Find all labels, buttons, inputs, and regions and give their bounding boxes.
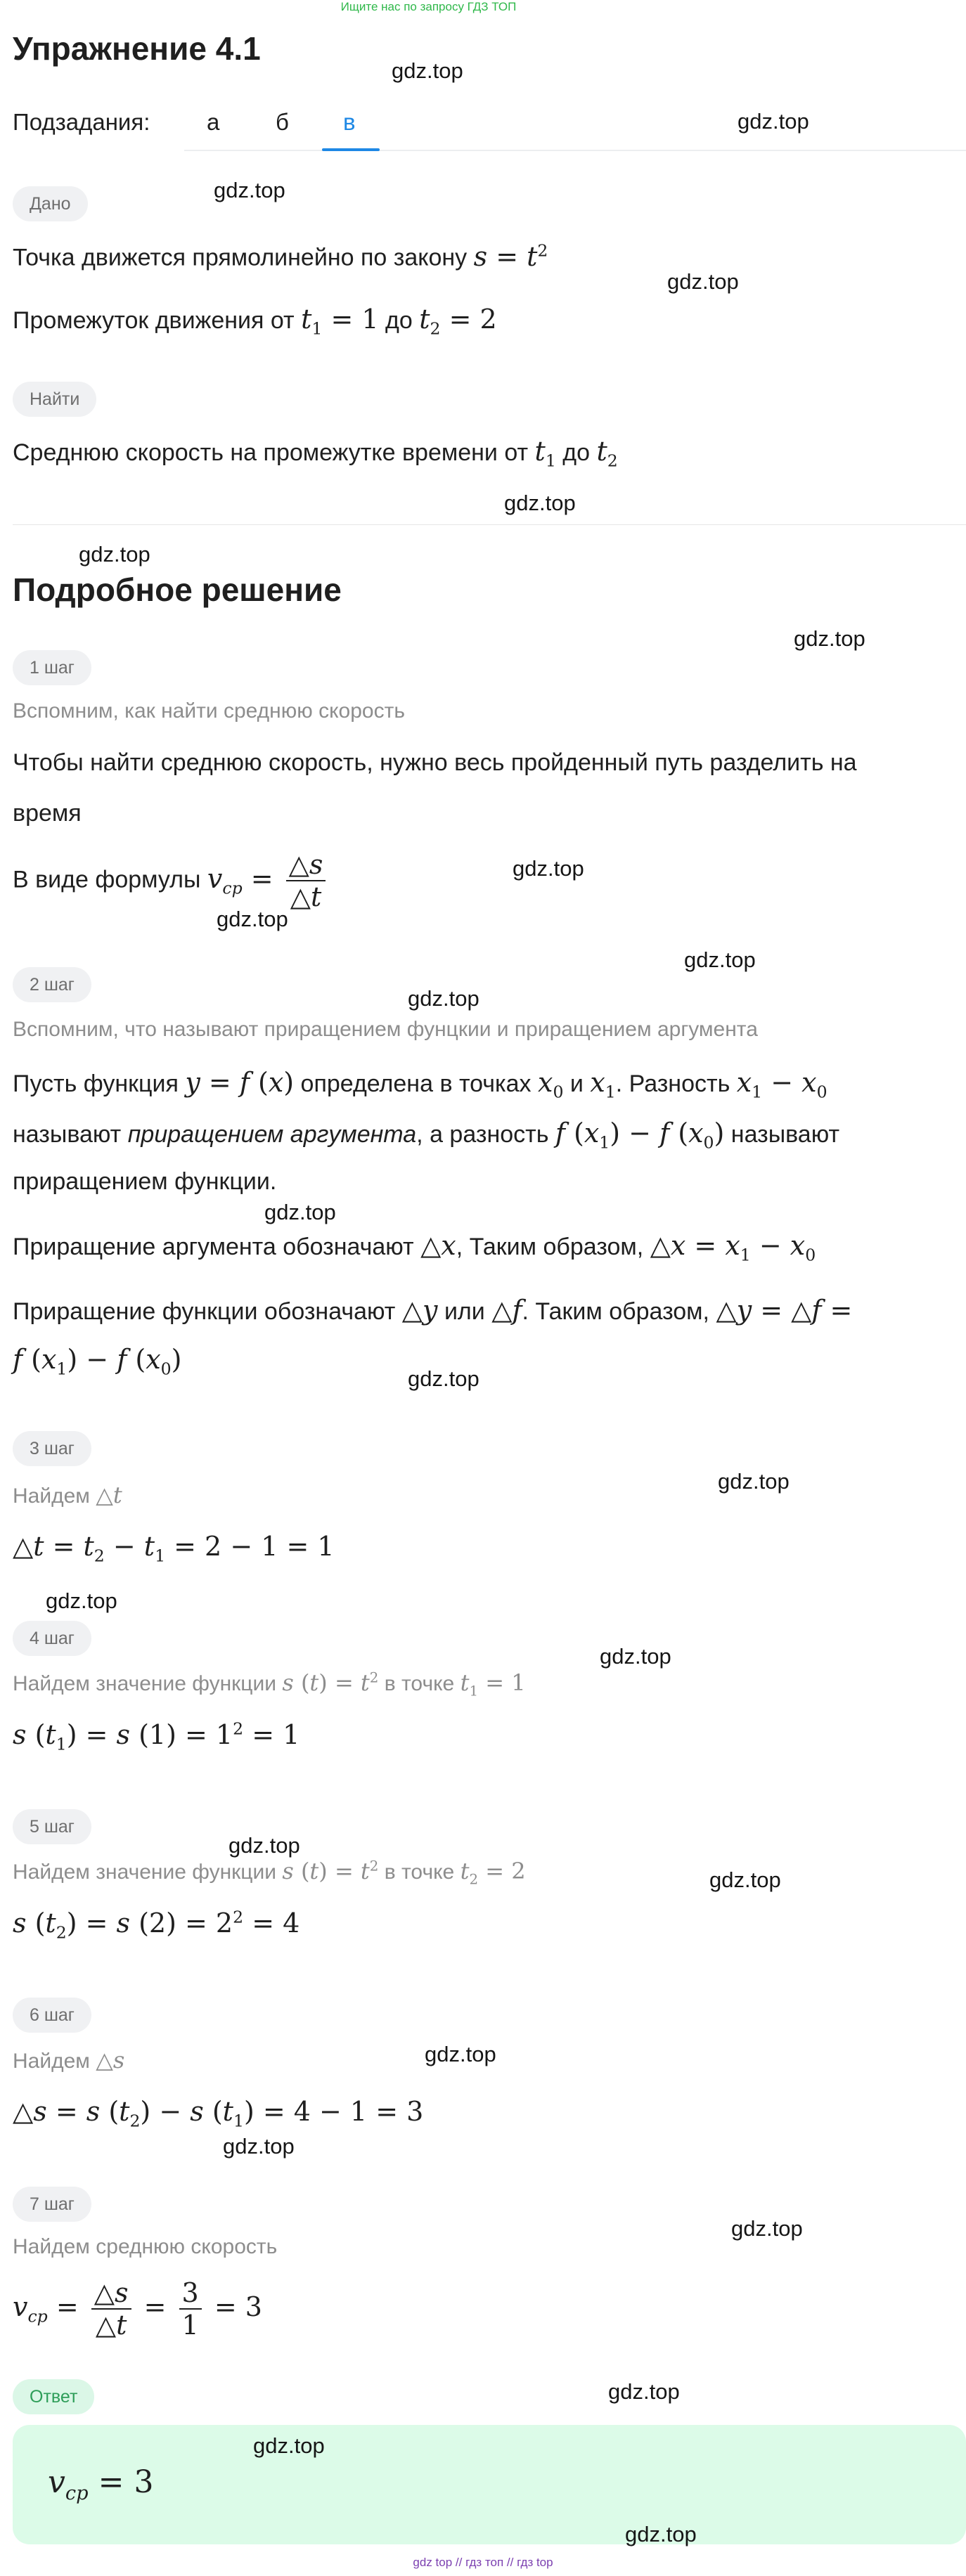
step6-hint-line [13,2047,124,2073]
watermark: gdz.top [79,542,150,567]
watermark: gdz.top [794,626,865,651]
watermark: gdz.top [738,109,809,134]
step5-hint-function: s $(t) = t^2$ [282,1858,379,1884]
delta-y-formula-start: △y = △f = [716,1295,853,1326]
t1-formula: $t_1 = 1$ [301,304,379,339]
step6-badge: 6 шаг [13,1998,91,2033]
tab-a[interactable]: а [207,109,220,135]
watermark: gdz.top [684,947,756,972]
delta-y-formula-end: f $(x_1) - f$ $(x_0)$ [13,1344,182,1379]
t2-formula: $t_2 = 2$ [419,304,497,339]
step5-hint: Найдем значение функции [13,1860,276,1884]
x0-symbol: $x_0$ [538,1067,564,1102]
step2-p1-a: Пусть функция [13,1070,179,1097]
watermark: gdz.top [625,2522,697,2546]
top-note: Ищите нас по запросу ГДЗ ТОП [340,0,517,13]
step4-formula-line [13,1719,300,1754]
watermark: gdz.top [46,1588,117,1613]
step2-p2-a: называют [13,1121,122,1148]
tab-v[interactable]: в [343,109,356,135]
step3-hint: Найдем [13,1484,90,1508]
step2-hint: Вспомним, что называют приращением фунцкии и приращением аргумента [13,1018,758,1041]
step5-hint-point: $t_2 = 2$ [460,1858,526,1888]
watermark: gdz.top [264,1200,336,1224]
given-interval-line [13,304,497,339]
answer-formula: $v_{cp} = 3$ [48,2464,154,2504]
step5-hint-mid: в точке [384,1860,455,1884]
step2-p2-emphasis: приращением аргумента [127,1121,417,1148]
step4-hint-mid: в точке [384,1672,455,1695]
step5-hint-line [13,1858,526,1887]
page-title: Упражнение 4.1 [13,30,261,67]
find-t1: $t_1$ [534,436,556,471]
given-law-text: Точка движется прямолинейно по закону [13,244,468,271]
step4-formula: s $(t_1) = s$ $(1) = 1^2 = 1$ [13,1719,300,1754]
step2-p5-b: или [444,1298,485,1325]
answer-badge: Ответ [13,2379,94,2414]
watermark: gdz.top [608,2379,680,2404]
watermark: gdz.top [709,1868,781,1892]
delta-y-symbol: △y [401,1295,438,1326]
given-law-line [13,240,548,272]
tabs-divider [184,150,966,151]
watermark: gdz.top [392,58,463,83]
watermark: gdz.top [228,1833,300,1858]
watermark: gdz.top [217,907,288,931]
step1-hint: Вспомним, как найти среднюю скорость [13,699,405,723]
section-divider [13,524,966,525]
step2-p3: приращением функции. [13,1168,277,1195]
avg-speed-formula: $v_{cp}$ = $\frac{\triangle s}{\triangle t}$ [207,863,330,894]
tab-b[interactable]: б [276,109,289,135]
watermark: gdz.top [223,2134,295,2158]
step6-formula-line [13,2096,423,2131]
step5-formula-line [13,1907,300,1942]
step1-formula-line [13,849,330,912]
step7-hint: Найдем среднюю скорость [13,2235,278,2258]
delta-x-symbol: △x [420,1230,456,1261]
step1-text1: Чтобы найти среднюю скорость, нужно весь пройденный путь разделить на [13,749,857,776]
given-interval-mid: до [385,307,413,334]
difference-formula: $x_1 - x_0$ [736,1067,827,1102]
watermark: gdz.top [504,491,576,515]
watermark: gdz.top [408,1366,479,1391]
law-formula: $s = t^2$ [473,240,548,272]
step7-formula: $v_{cp}$ = $\frac{\triangle s}{\triangle t}$ = $\frac{3}{1}$ = 3 [13,2277,262,2341]
watermark: gdz.top [667,269,739,294]
find-text: Среднюю скорость на промежутке времени от [13,439,529,466]
given-badge: Дано [13,186,88,221]
step2-p1-d: . Разность [615,1070,730,1097]
step4-hint: Найдем значение функции [13,1672,276,1695]
function-formula: y = f (x) [185,1067,295,1098]
find-badge: Найти [13,382,96,417]
step2-p5-a: Приращение функции обозначают [13,1298,396,1325]
x1-symbol: $x_1$ [590,1067,616,1102]
step6-hint: Найдем [13,2050,90,2073]
step4-hint-function: s $(t) = t^2$ [282,1669,379,1696]
delta-x-formula: △x = $x_1 - x_0$ [650,1230,816,1265]
step4-hint-point: $t_1 = 1$ [460,1669,526,1700]
step2-p2-c: называют [730,1121,840,1148]
step4-badge: 4 шаг [13,1621,91,1656]
watermark: gdz.top [214,178,285,202]
step2-p4 [13,1230,816,1265]
step4-hint-line [13,1669,526,1699]
step2-p1-b: определена в точках [300,1070,532,1097]
footer: gdz top // гдз топ // гдз top [413,2556,553,2569]
step6-hint-symbol: △s [96,2047,125,2073]
step3-formula: △t = $t_2 - t_1 = 2 - 1 = 1$ [13,1531,335,1566]
step3-formula-line [13,1531,335,1566]
step2-p5 [13,1295,852,1326]
watermark: gdz.top [408,986,479,1011]
step2-p2-b: , а разность [416,1121,549,1148]
step1-text2: время [13,800,82,827]
step2-p4-a: Приращение аргумента обозначают [13,1234,414,1260]
step2-p2 [13,1118,839,1153]
solution-title: Подробное решение [13,571,342,608]
subtasks-label: Подзадания: [13,109,150,135]
step1-formula-label: В виде формулы [13,866,201,893]
find-line [13,436,618,471]
active-tab-indicator [322,148,380,151]
step3-badge: 3 шаг [13,1431,91,1466]
step6-formula: △s = s $(t_2) - s$ $(t_1) = 4 - 1 = 3$ [13,2096,424,2131]
step5-formula: s $(t_2) = s$ $(2) = 2^2 = 4$ [13,1907,300,1943]
given-interval-text: Промежуток движения от [13,307,295,334]
watermark: gdz.top [718,1469,790,1494]
step1-badge: 1 шаг [13,650,91,685]
step2-p1-c: и [569,1070,584,1097]
step2-p1 [13,1067,827,1102]
step2-badge: 2 шаг [13,967,91,1002]
watermark: gdz.top [425,2042,496,2066]
find-t2: $t_2$ [596,436,618,471]
step3-hint-line [13,1482,122,1508]
function-difference-formula: f $(x_1) - f$ $(x_0)$ [555,1118,725,1153]
step5-badge: 5 шаг [13,1809,91,1844]
watermark: gdz.top [253,2433,325,2458]
watermark: gdz.top [600,1644,671,1669]
step2-p6 [13,1344,181,1379]
step2-p5-c: . Таким образом, [522,1298,710,1325]
watermark: gdz.top [731,2216,803,2241]
answer-box [13,2425,966,2544]
step2-p4-b: , Таким образом, [456,1234,644,1260]
watermark: gdz.top [513,856,584,881]
delta-f-symbol: △f [491,1295,522,1326]
find-mid: до [562,439,591,466]
step7-badge: 7 шаг [13,2187,91,2222]
step7-formula-line [13,2277,262,2341]
step3-hint-symbol: △t [96,1482,122,1508]
